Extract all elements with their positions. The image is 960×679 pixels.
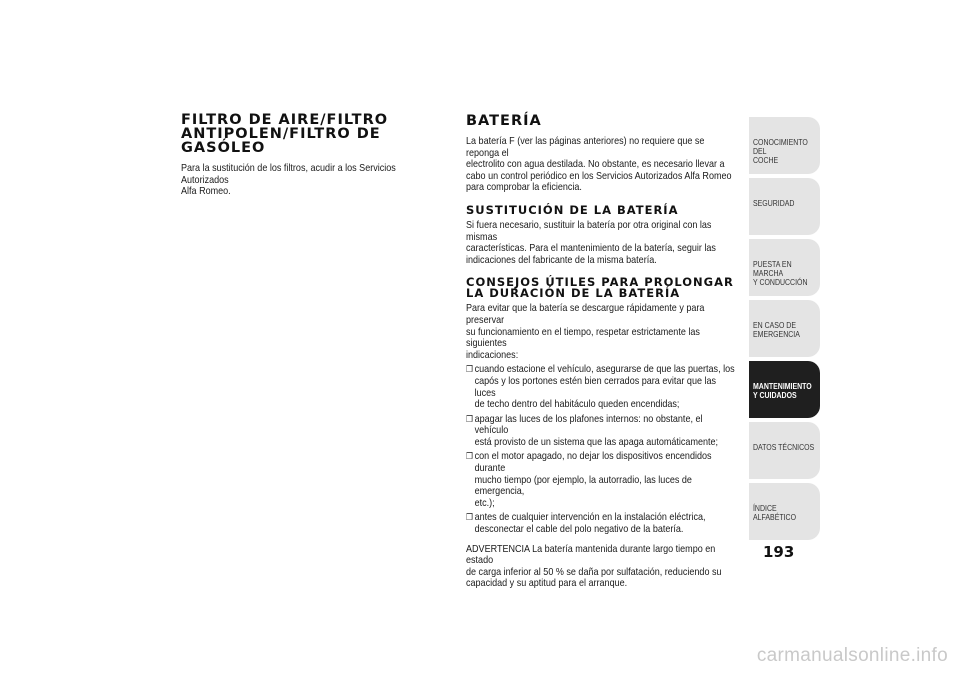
heading-line: CONSEJOS ÚTILES PARA PROLONGAR xyxy=(466,275,734,290)
nav-tab-label: COCHE xyxy=(753,155,779,165)
heading-line: ANTIPOLEN/FILTRO DE xyxy=(181,126,381,142)
section-nav xyxy=(749,117,820,544)
text-line: capacidad y su aptitud para el arranque. xyxy=(466,577,628,590)
list-item xyxy=(466,364,737,410)
text-line: La batería F (ver las páginas anteriores) no requiere que se reponga el xyxy=(466,135,705,159)
nav-tab-label: EN CASO DE xyxy=(753,320,796,330)
nav-tab-label: DATOS TÉCNICOS xyxy=(753,442,815,452)
list-item xyxy=(466,512,737,535)
battery-heading: BATERÍA xyxy=(466,113,542,129)
heading-line: LA DURACIÓN DE LA BATERÍA xyxy=(466,286,681,301)
checkbox-bullet-icon: ❒ xyxy=(466,364,473,375)
text-line: Para la sustitución de los filtros, acudir a los Servicios Autorizados xyxy=(181,162,396,186)
nav-tab-label: Y CUIDADOS xyxy=(753,390,797,400)
text-line: está provisto de un sistema que las apaga automáticamente; xyxy=(474,435,719,448)
nav-tab-label: MANTENIMIENTO xyxy=(753,381,812,391)
battery-intro xyxy=(466,136,737,194)
nav-tab-indice[interactable] xyxy=(749,483,820,540)
battery-tips-list xyxy=(466,364,737,535)
watermark: carmanualsonline.info xyxy=(756,645,948,666)
text-line: su funcionamiento en el tiempo, respetar estrictamente las siguientes xyxy=(466,325,700,350)
text-line: etc.); xyxy=(474,496,495,509)
heading-line: GASÓLEO xyxy=(181,140,266,156)
text-line: Si fuera necesario, sustituir la batería por otra original con las mismas xyxy=(466,218,712,243)
text-line: indicaciones del fabricante de la misma batería. xyxy=(466,253,657,266)
text-line: con el motor apagado, no dejar los dispositivos encendidos durante xyxy=(474,450,712,475)
text-line: mucho tiempo (por ejemplo, la autorradio, las luces de emergencia, xyxy=(474,473,692,498)
battery-replacement-heading: SUSTITUCIÓN DE LA BATERÍA xyxy=(466,202,679,217)
list-item xyxy=(466,451,737,509)
page-number: 193 xyxy=(763,543,795,561)
filter-paragraph xyxy=(181,163,440,198)
battery-replacement-paragraph xyxy=(466,220,737,266)
nav-tab-label: Y CONDUCCIÓN xyxy=(753,277,808,287)
nav-tab-seguridad[interactable] xyxy=(749,178,820,235)
checkbox-bullet-icon: ❒ xyxy=(466,512,473,523)
checkbox-bullet-icon: ❒ xyxy=(466,451,473,462)
text-line: ADVERTENCIA La batería mantenida durante largo tiempo en estado xyxy=(466,542,716,567)
text-line: para comprobar la eficiencia. xyxy=(466,181,582,194)
nav-tab-conocimiento[interactable] xyxy=(749,117,820,174)
text-line: de carga inferior al 50 % se daña por sulfatación, reduciendo su xyxy=(466,565,722,578)
nav-tab-label: PUESTA EN MARCHA xyxy=(753,259,792,278)
text-line: características. Para el mantenimiento de la batería, seguir las xyxy=(466,242,716,255)
text-line: de techo dentro del habitáculo queden encendidas; xyxy=(474,398,680,411)
text-line: desconectar el cable del polo negativo de la batería. xyxy=(474,523,684,536)
nav-tab-mantenimiento[interactable] xyxy=(749,361,820,418)
left-column xyxy=(181,113,441,198)
nav-tab-label: CONOCIMIENTO DEL xyxy=(753,137,808,156)
text-line: electrolito con agua destilada. No obstante, es necesario llevar a xyxy=(466,158,725,171)
text-line: capós y los portones estén bien cerrados para evitar que las luces xyxy=(474,374,717,399)
battery-tips-heading xyxy=(466,277,738,299)
nav-tab-datos-tecnicos[interactable] xyxy=(749,422,820,479)
list-item xyxy=(466,414,737,449)
heading-line: FILTRO DE AIRE/FILTRO xyxy=(181,112,389,128)
filter-heading xyxy=(181,113,441,155)
battery-tips-intro xyxy=(466,303,737,361)
nav-tab-label: EMERGENCIA xyxy=(753,329,800,339)
nav-tab-label: SEGURIDAD xyxy=(753,198,795,208)
text-line: indicaciones: xyxy=(466,348,519,361)
nav-tab-label: ÍNDICE ALFABÉTICO xyxy=(753,503,796,522)
nav-tab-puesta-en-marcha[interactable] xyxy=(749,239,820,296)
text-line: Para evitar que la batería se descargue rápidamente y para preservar xyxy=(466,302,705,326)
right-column xyxy=(466,113,738,590)
text-line: apagar las luces de los plafones internos: no obstante, el vehículo xyxy=(474,412,703,437)
nav-tab-emergencia[interactable] xyxy=(749,300,820,357)
checkbox-bullet-icon: ❒ xyxy=(466,413,473,424)
battery-warning xyxy=(466,544,737,590)
text-line: cabo un control periódico en los Servicios Autorizados Alfa Romeo xyxy=(466,169,732,182)
text-line: cuando estacione el vehículo, asegurarse de que las puertas, los xyxy=(474,363,735,376)
text-line: Alfa Romeo. xyxy=(181,185,231,198)
text-line: antes de cualquier intervención en la instalación eléctrica, xyxy=(474,511,706,524)
